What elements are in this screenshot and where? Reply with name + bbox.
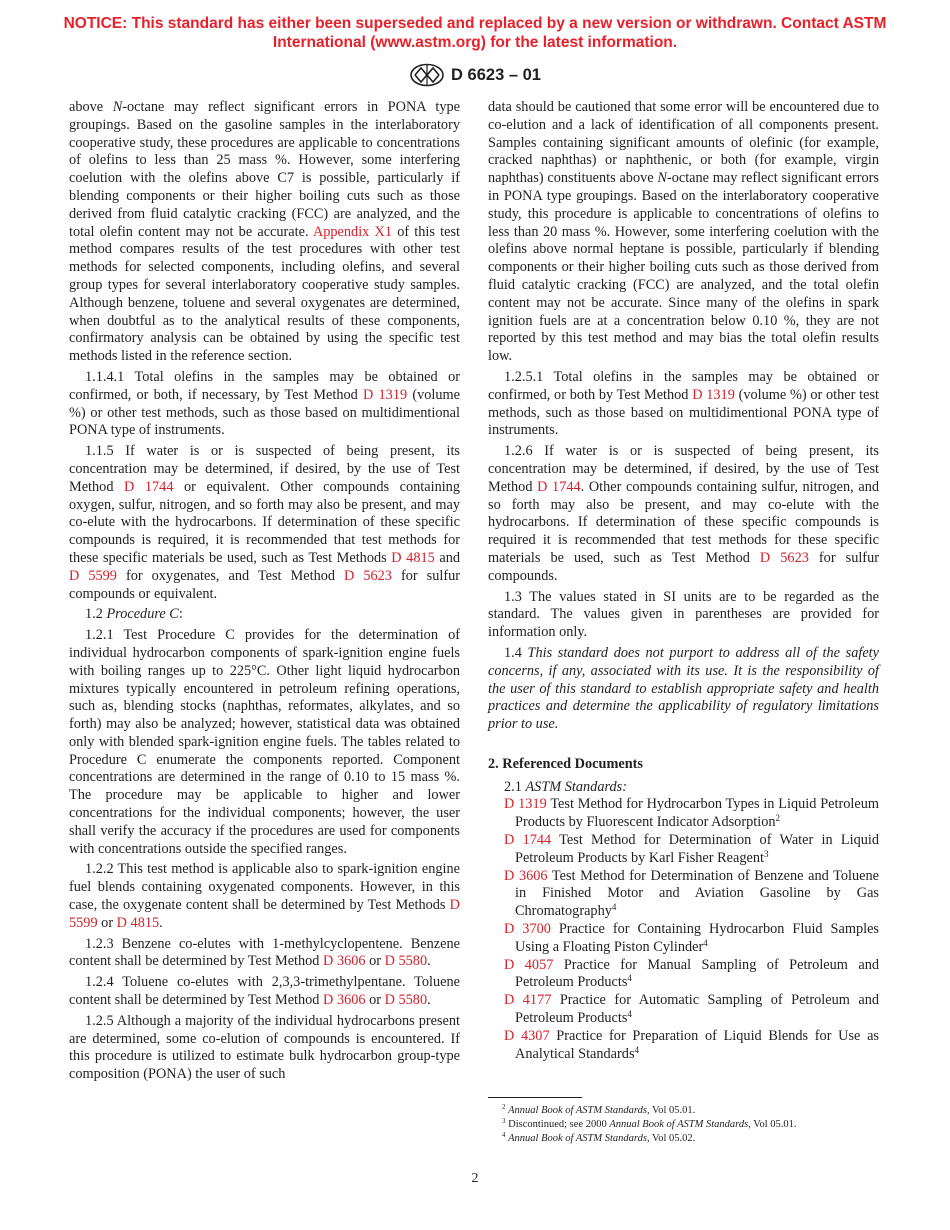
document-designation: D 6623 – 01: [451, 65, 541, 84]
reference-item: D 4177 Practice for Automatic Sampling of Petroleum and Petroleum Products$^4$: [504, 992, 879, 1027]
d5599-link[interactable]: D 5599: [69, 567, 117, 584]
paragraph: 1.1.4.1 Total olefins in the samples may be obtained or confirmed, or both, if necessary, by Test Method D 1319 (volume %) or other test methods, such as those based on multidimentional PONA type of instruments.: [69, 368, 460, 439]
d3606-link[interactable]: D 3606: [323, 992, 366, 1009]
subsection-heading: 2.1 ASTM Standards:: [504, 778, 627, 795]
d5580-link[interactable]: D 5580: [384, 953, 428, 970]
paragraph: 1.2.6 If water is or is suspected of being present, its concentration may be determined, if desired, by the use of Test Method D 1744. Other compounds containing sulfur, nitrogen, and so forth may also be present, and may co-elute with the hydrocarbons. If determination of these specific compounds is required it is recommended that test methods for these specific materials be used, such as Test Method D 5623 for sulfur compounds.: [488, 443, 879, 584]
d1744-link[interactable]: D 1744: [537, 478, 581, 495]
paragraph: 1.2.4 Toluene co-elutes with 2,3,3-trimethylpentane. Toluene content shall be determined by Test Method D 3606 or D 5580.: [69, 974, 460, 1009]
d4815-link[interactable]: D 4815: [391, 549, 435, 566]
astm-logo-icon: [409, 63, 445, 87]
reference-code-link[interactable]: D 4057: [504, 956, 554, 973]
d1319-link[interactable]: D 1319: [692, 386, 735, 403]
footnote: $^2$ Annual Book of ASTM Standards, Vol 05.01.: [502, 1103, 696, 1116]
reference-code-link[interactable]: D 1319: [504, 796, 547, 813]
section-heading: 2. Referenced Documents: [488, 755, 643, 772]
safety-statement: 1.4 This standard does not purport to address all of the safety concerns, if any, associated with its use. It is the responsibility of the user of this standard to establish appropriate safety and health practices and determine the applicability of regulatory limitations prior to use.: [488, 644, 879, 733]
footnotes: [488, 1104, 888, 1146]
reference-item: D 1319 Test Method for Hydrocarbon Types in Liquid Petroleum Products by Fluorescent Indicator Adsorption$^2$: [504, 796, 879, 831]
reference-code-link[interactable]: D 3606: [504, 867, 548, 884]
footnote-divider: [488, 1097, 582, 1098]
document-header: [0, 62, 950, 88]
d1744-link[interactable]: D 1744: [124, 478, 174, 495]
reference-code-link[interactable]: D 4177: [504, 992, 552, 1009]
withdrawal-notice: [40, 14, 910, 52]
paragraph: 1.1.5 If water is or is suspected of being present, its concentration may be determined, if desired, by the use of Test Method D 1744 or equivalent. Other compounds containing oxygen, sulfur, nitrogen, and so forth may also be present, and may co-elute with the hydrocarbons. If determination of these specific compounds is required, it is recommended that test methods for these specific materials be used, such as Test Methods D 4815 and D 5599 for oxygenates, and Test Method D 5623 for sulfur compounds or equivalent.: [69, 443, 461, 602]
paragraph: 1.2.5 Although a majority of the individual hydrocarbons present are determined, some co-elution of compounds is encountered. If this procedure is utilized to estimate bulk hydrocarbon group-type composition (PONA) the user of such: [69, 1012, 460, 1083]
left-column: [69, 99, 460, 1084]
d3606-link[interactable]: D 3606: [323, 953, 366, 970]
paragraph: 1.2.2 This test method is applicable also to spark-ignition engine fuel blends containing oxygenated components. However, in this case, the oxygenate content shall be determined by Test Methods D 5599 or D 4815.: [69, 861, 460, 931]
reference-item: D 4057 Practice for Manual Sampling of Petroleum and Petroleum Products$^4$: [504, 956, 879, 991]
page-number: 2: [471, 1171, 479, 1186]
paragraph: 1.2.3 Benzene co-elutes with 1-methylcyclopentene. Benzene content shall be determined by Test Method D 3606 or D 5580.: [69, 935, 460, 970]
paragraph: 1.2.5.1 Total olefins in the samples may be obtained or confirmed, or both by Test Method D 1319 (volume %) or other test methods, such as those based on multidimentional PONA type of instruments.: [488, 368, 879, 439]
d1319-link[interactable]: D 1319: [362, 386, 408, 403]
notice-line-2: International (www.astm.org) for the latest information.: [272, 34, 678, 51]
reference-code-link[interactable]: D 1744: [504, 832, 552, 849]
paragraph: 1.2.1 Test Procedure C provides for the determination of individual hydrocarbon components of spark-ignition engine fuels with boiling ranges up to 225°C. Other light liquid hydrocarbon mixtures typically encountered in petroleum refining operations, such as, blending stocks (naphthas, reformates, alkylates, and so forth) may also be analyzed; however, statistical data was obtained only with blended spark-ignition engine fuels. The tables related to Procedure C enumerate the components reported. Component concentrations are determined in the range of 0.10 to 15 mass %. The procedure may be applicable to higher and lower concentrations for the individual components; however, the user shall verify the accuracy if the procedures are used for components with concentrations outside the specified ranges.: [69, 627, 460, 857]
footnote: $^3$ Discontinued; see 2000 Annual Book of ASTM Standards, Vol 05.01.: [502, 1117, 797, 1130]
reference-item: D 1744 Test Method for Determination of Water in Liquid Petroleum Products by Karl Fisher Reagent$^3$: [504, 832, 880, 866]
reference-item: D 3606 Test Method for Determination of Benzene and Toluene in Finished Motor and Aviation Gasoline by Gas Chromatography$^4$: [504, 867, 879, 920]
reference-item: D 3700 Practice for Containing Hydrocarbon Fluid Samples Using a Floating Piston Cylinder$^4$: [504, 921, 879, 955]
paragraph: 1.2 Procedure C:: [85, 606, 183, 623]
paragraph: above N-octane may reflect significant errors in PONA type groupings. Based on the gasoline samples in the interlaboratory cooperative study, these procedures are applicable to concentrations of olefins to less than 25 mass %. However, some interfering coelution with the olefins above C7 is possible, particularly if blending components or their higher boiling cuts such as those derived from fluid catalytic cracking (FCC) are analyzed, and the total olefin content may not be accurate. Appendix X1 of this test method compares results of the test procedures with other test methods for selected components, including olefins, and several group types for several interlaboratory cooperative study samples. Although benzene, toluene and several oxygenates are determined, when doubtful as to the analytical results of these components, confirmatory analysis can be obtained by using the specific test methods listed in the reference section.: [69, 99, 460, 365]
right-column: [488, 99, 879, 1063]
d5599-link[interactable]: D 5599: [69, 897, 460, 931]
reference-list: [488, 796, 879, 1063]
reference-code-link[interactable]: D 4307: [504, 1027, 550, 1044]
reference-code-link[interactable]: D 3700: [504, 921, 551, 938]
appendix-x1-link[interactable]: Appendix X1: [312, 223, 392, 240]
notice-line-1: NOTICE: This standard has either been superseded and replaced by a new version or withdrawn. Contact ASTM: [63, 15, 887, 32]
d5623-link[interactable]: D 5623: [759, 549, 809, 566]
d4815-link[interactable]: D 4815: [116, 914, 160, 931]
d5623-link[interactable]: D 5623: [344, 567, 392, 584]
paragraph: 1.3 The values stated in SI units are to be regarded as the standard. The values given in parentheses are provided for information only.: [488, 588, 879, 641]
d5580-link[interactable]: D 5580: [384, 992, 428, 1009]
footnote: $^4$ Annual Book of ASTM Standards, Vol 05.02.: [502, 1131, 696, 1144]
paragraph: data should be cautioned that some error will be encountered due to co-elution and a lack of identification of all components present. Samples containing significant amounts of olefinic (for example, cracked naphthas) or naphthenic, or both (for example, virgin naphthas) constituents above N-octane may reflect significant errors in PONA type groupings. Based on the interlaboratory cooperative study, this procedure is applicable to concentrations of olefins to less than 20 mass %. However, some interfering coelution with the olefins above normal heptane is possible, particularly if blending components or their higher boiling cuts such as those derived from fluid catalytic cracking (FCC) are analyzed, and the total olefin content may not be accurate. Since many of the olefins in spark ignition fuels are at a concentration below 0.10 %, they are not reported by this test method and may bias the total olefin results low.: [488, 99, 879, 365]
reference-item: D 4307 Practice for Preparation of Liquid Blends for Use as Analytical Standards$^4$: [504, 1027, 879, 1062]
